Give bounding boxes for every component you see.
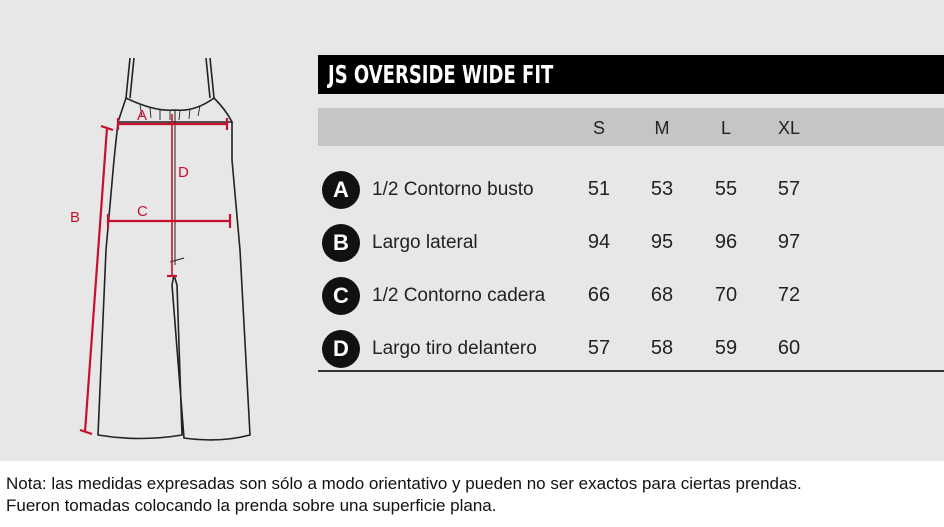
measure-label-d: D (178, 164, 189, 181)
measurement-note (6, 473, 936, 517)
value-m: 58 (650, 337, 674, 359)
row-letter-badge: A (322, 171, 360, 209)
table-bottom-divider (318, 370, 944, 372)
row-letter-badge: C (322, 277, 360, 315)
table-row (318, 169, 944, 211)
size-xl-header: XL (777, 118, 801, 138)
value-xl: 60 (777, 337, 801, 359)
table-row (318, 275, 944, 317)
note-line-1: Nota: las medidas expresadas son sólo a modo orientativo y pueden no ser exactos para ciertas prendas. (6, 474, 802, 493)
row-label: Largo lateral (372, 232, 478, 253)
value-m: 95 (650, 231, 674, 253)
size-m-header: M (654, 118, 670, 138)
value-m: 68 (650, 284, 674, 306)
value-xl: 72 (777, 284, 801, 306)
value-xl: 57 (777, 178, 801, 200)
title-bar (318, 55, 944, 94)
row-label: Largo tiro delantero (372, 338, 537, 359)
size-header (318, 108, 944, 146)
value-l: 70 (714, 284, 738, 306)
measure-label-b: B (70, 209, 81, 226)
value-m: 53 (650, 178, 674, 200)
product-title: JS OVERSIDE WIDE FIT (328, 60, 554, 89)
note-line-2: Fueron tomadas colocando la prenda sobre una superficie plana. (6, 496, 497, 515)
row-label: 1/2 Contorno cadera (372, 285, 546, 306)
value-s: 51 (587, 178, 611, 200)
value-xl: 97 (777, 231, 801, 253)
value-l: 59 (714, 337, 738, 359)
row-label: 1/2 Contorno busto (372, 179, 534, 200)
measure-label-a: A (137, 107, 148, 124)
size-l-header: L (720, 118, 731, 138)
size-s-header: S (592, 118, 605, 138)
value-l: 55 (714, 178, 738, 200)
value-s: 94 (587, 231, 611, 253)
table-row (318, 328, 944, 370)
value-s: 57 (587, 337, 611, 359)
measure-label-c: C (137, 203, 148, 220)
row-letter-badge: B (322, 224, 360, 262)
value-s: 66 (587, 284, 611, 306)
row-letter-badge: D (322, 330, 360, 368)
value-l: 96 (714, 231, 738, 253)
jumpsuit-diagram (60, 50, 260, 450)
table-row (318, 222, 944, 264)
